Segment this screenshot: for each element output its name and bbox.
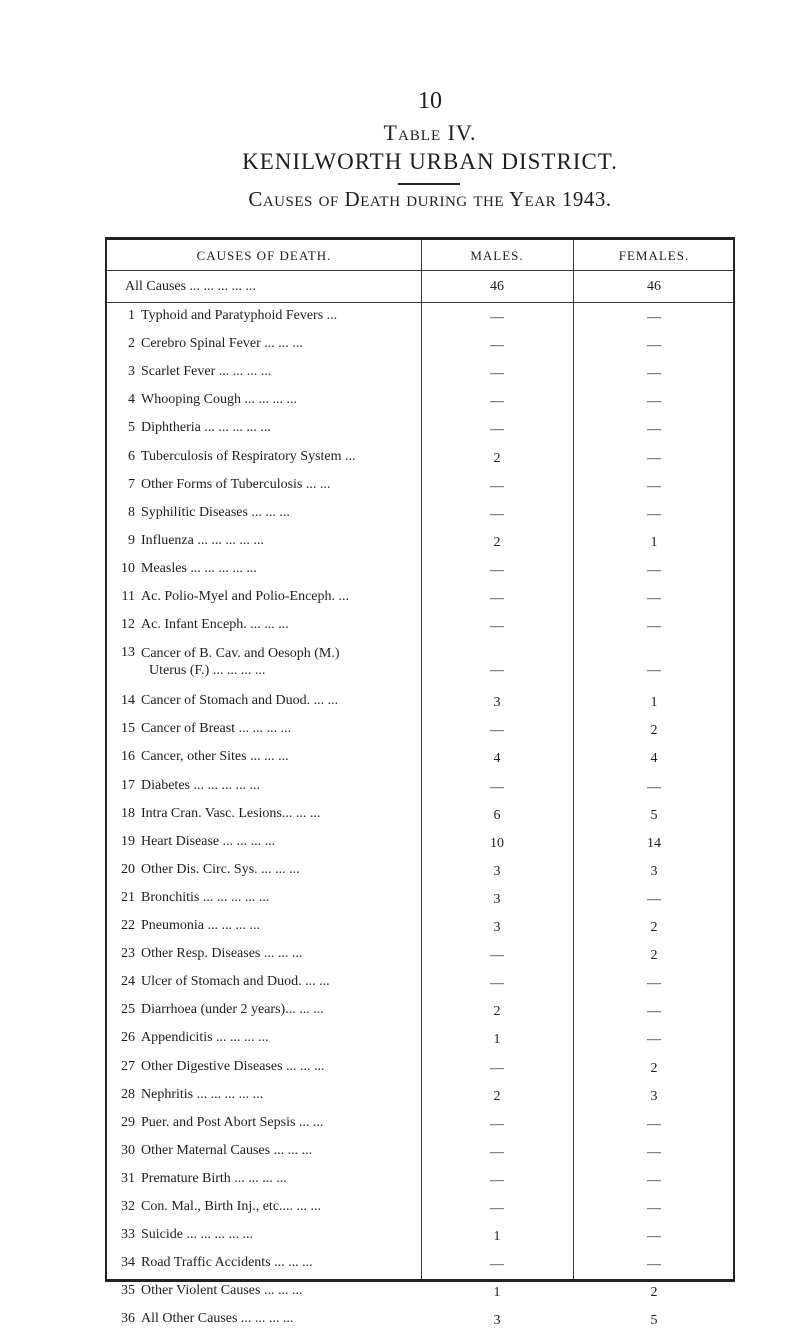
males-value: — (490, 1201, 504, 1216)
table-row (107, 527, 733, 557)
table-row (107, 743, 733, 773)
cause-label: Cancer of Stomach and Duod. ... ... (141, 693, 339, 709)
row-number: 35 (121, 1283, 135, 1299)
table-row (107, 800, 733, 830)
females-value: 2 (650, 1285, 658, 1301)
table-row (107, 639, 733, 687)
females-value: — (647, 1144, 661, 1160)
females-value: — (647, 366, 661, 382)
table-row (107, 358, 733, 388)
row-number: 3 (128, 364, 135, 380)
cause-label: Con. Mal., Birth Inj., etc.... ... ... (141, 1199, 322, 1214)
females-value: — (647, 1032, 661, 1048)
table-row (107, 772, 733, 802)
males-value: — (490, 723, 504, 739)
row-number: 28 (121, 1086, 135, 1102)
row-number: 29 (121, 1114, 135, 1130)
table-row (107, 555, 733, 585)
table-row (107, 912, 733, 942)
table-row (107, 687, 733, 717)
females-value: 14 (647, 835, 661, 851)
females-value: — (647, 1004, 661, 1020)
table-row (107, 1109, 733, 1139)
males-value: 2 (493, 1088, 501, 1104)
males-value: 2 (493, 450, 501, 466)
table-row (107, 1249, 733, 1279)
males-value: — (490, 338, 504, 354)
row-number: 19 (121, 833, 135, 849)
females-value: 1 (650, 695, 658, 711)
row-number: 16 (121, 749, 135, 765)
cause-label: Influenza ... ... ... ... ... (141, 532, 264, 548)
table-row (107, 1165, 733, 1195)
males-value: — (490, 1257, 504, 1273)
females-value: 2 (650, 948, 658, 964)
cause-label: Cerebro Spinal Fever ... ... ... (141, 336, 303, 352)
row-number: 22 (121, 918, 135, 933)
males-value: — (490, 310, 504, 325)
table-row (107, 1024, 733, 1054)
row-number: 4 (128, 392, 135, 408)
causes-of-death-table (105, 237, 735, 1329)
males-value: — (490, 562, 504, 578)
males-value: — (490, 394, 504, 410)
females-value: — (647, 891, 661, 907)
row-number: 15 (121, 721, 135, 737)
males-value: 3 (493, 920, 501, 935)
table-row (107, 499, 733, 529)
district-title: KENILWORTH URBAN DISTRICT. (242, 149, 618, 174)
females-value: 2 (650, 1060, 658, 1076)
row-number: 36 (121, 1311, 135, 1327)
row-number: 32 (121, 1199, 135, 1214)
table-row (107, 443, 733, 473)
females-value: — (647, 1172, 661, 1188)
header-causes: CAUSES OF DEATH. (196, 248, 332, 263)
row-number: 11 (121, 589, 135, 604)
males-value: 3 (493, 695, 501, 711)
table-row (107, 884, 733, 914)
row-number: 33 (121, 1227, 135, 1243)
males-value: — (490, 1060, 504, 1076)
cause-label: Road Traffic Accidents ... ... ... (141, 1255, 313, 1271)
females-value: — (647, 450, 661, 466)
cause-label: Suicide ... ... ... ... ... (141, 1227, 253, 1243)
row-number: 26 (121, 1030, 135, 1046)
row-number: 23 (121, 946, 135, 962)
row-number: 13 (121, 645, 135, 661)
table-row (107, 1193, 733, 1223)
males-value: — (490, 948, 504, 964)
table-row (107, 1137, 733, 1167)
row-number: 5 (128, 420, 135, 436)
females-value: — (647, 478, 661, 494)
females-value: — (647, 562, 661, 578)
row-number: 10 (121, 560, 135, 576)
row-number: 20 (121, 861, 135, 877)
males-value: — (490, 976, 504, 992)
cause-label: Cancer of Breast ... ... ... ... (141, 721, 292, 737)
cause-label: Ac. Infant Enceph. ... ... ... (141, 617, 289, 633)
cause-label: Cancer, other Sites ... ... ... (141, 749, 289, 765)
cause-label: Heart Disease ... ... ... ... (141, 833, 276, 849)
females-value: — (647, 1257, 661, 1273)
cause-label: Typhoid and Paratyphoid Fevers ... (141, 308, 338, 323)
males-value: 2 (493, 1004, 501, 1020)
table-row (107, 1081, 733, 1111)
males-value: — (490, 506, 504, 522)
females-value: — (647, 1229, 661, 1245)
table-title: Table IV. (383, 120, 477, 145)
females-value: 1 (650, 534, 658, 550)
males-value: — (490, 1172, 504, 1188)
males-value: — (490, 663, 504, 679)
all-causes-females: 46 (647, 279, 661, 294)
all-causes-label: All Causes ... ... ... ... ... (125, 279, 257, 294)
table-row (107, 1053, 733, 1083)
table-row (107, 414, 733, 444)
page-number: 10 (418, 88, 442, 114)
cause-label: Pneumonia ... ... ... ... (141, 918, 260, 933)
males-value: 1 (493, 1032, 501, 1048)
cause-label: Ulcer of Stomach and Duod. ... ... (141, 974, 330, 990)
cause-label: Syphilitic Diseases ... ... ... (141, 504, 290, 520)
table-row (107, 583, 733, 613)
cause-label: Whooping Cough ... ... ... ... (141, 392, 297, 408)
males-value: — (490, 422, 504, 438)
cause-label: Diarrhoea (under 2 years)... ... ... (141, 1002, 324, 1018)
cause-label: Premature Birth ... ... ... ... (141, 1170, 287, 1186)
males-value: — (490, 1144, 504, 1160)
cause-label: Other Digestive Diseases ... ... ... (141, 1058, 325, 1074)
females-value: 5 (650, 807, 658, 823)
table-row (107, 386, 733, 416)
females-value: — (647, 591, 661, 606)
females-value: — (647, 394, 661, 410)
row-number: 8 (128, 504, 135, 520)
table-row (107, 1221, 733, 1251)
table-row (107, 940, 733, 970)
males-value: 1 (493, 1285, 501, 1301)
females-value: — (647, 422, 661, 438)
row-number: 24 (121, 974, 135, 990)
females-value: 4 (650, 751, 658, 767)
cause-label: Ac. Polio-Myel and Polio-Enceph. ... (141, 589, 350, 604)
males-value: 10 (490, 835, 504, 851)
table-row (107, 828, 733, 858)
row-number: 7 (128, 476, 135, 492)
females-value: — (647, 506, 661, 522)
row-number: 25 (121, 1002, 135, 1018)
cause-label: Other Violent Causes ... ... ... (141, 1283, 303, 1299)
females-value: 2 (650, 920, 658, 935)
cause-label: Other Dis. Circ. Sys. ... ... ... (141, 861, 300, 877)
cause-label: Puer. and Post Abort Sepsis ... ... (141, 1114, 324, 1130)
cause-label: Intra Cran. Vasc. Lesions... ... ... (141, 805, 321, 821)
row-number: 17 (121, 777, 135, 793)
row-number: 9 (128, 532, 135, 548)
cause-label: Nephritis ... ... ... ... ... (141, 1086, 264, 1102)
males-value: 1 (493, 1229, 501, 1245)
males-value: 6 (493, 807, 501, 823)
table-row (107, 471, 733, 501)
row-number: 27 (121, 1058, 135, 1074)
males-value: — (490, 591, 504, 606)
cause-label: Scarlet Fever ... ... ... ... (141, 364, 272, 380)
males-value: — (490, 779, 504, 795)
cause-label: All Other Causes ... ... ... ... (141, 1311, 294, 1327)
row-number: 30 (121, 1142, 135, 1158)
males-value: 4 (493, 751, 501, 767)
table-row (107, 715, 733, 745)
males-value: — (490, 1116, 504, 1132)
cause-label: Appendicitis ... ... ... ... (141, 1030, 269, 1046)
females-value: — (647, 619, 661, 635)
females-value: — (647, 663, 661, 679)
table-row (107, 330, 733, 360)
males-value: 2 (493, 534, 501, 550)
cause-label-line1: Cancer of B. Cav. and Oesoph (M.) (141, 646, 340, 662)
cause-label: Tuberculosis of Respiratory System ... (141, 448, 356, 464)
females-value: — (647, 1116, 661, 1132)
females-value: — (647, 779, 661, 795)
table-row (107, 856, 733, 886)
row-number: 31 (121, 1170, 135, 1186)
cause-label (141, 645, 417, 679)
males-value: — (490, 366, 504, 382)
males-value: — (490, 478, 504, 494)
row-number: 1 (128, 308, 135, 323)
table-subtitle: Causes of Death during the Year 1943. (248, 187, 612, 211)
table-row (107, 302, 733, 332)
cause-label-line2: Uterus (F.) ... ... ... ... (149, 663, 266, 679)
cause-label: Measles ... ... ... ... ... (141, 560, 257, 576)
header-males: MALES. (470, 248, 524, 263)
males-value: 3 (493, 863, 501, 879)
row-number: 34 (121, 1255, 135, 1271)
table-row (107, 968, 733, 998)
males-value: 3 (493, 891, 501, 907)
table-row (107, 1277, 733, 1307)
males-value: 3 (493, 1313, 501, 1329)
row-number: 21 (121, 889, 135, 905)
females-value: — (647, 310, 661, 325)
males-value: — (490, 619, 504, 635)
females-value: 3 (650, 1088, 658, 1104)
all-causes-males: 46 (490, 279, 504, 294)
row-number: 2 (128, 336, 135, 352)
cause-label: Diabetes ... ... ... ... ... (141, 777, 260, 793)
cause-label: Other Resp. Diseases ... ... ... (141, 946, 303, 962)
females-value: — (647, 976, 661, 992)
females-value: — (647, 338, 661, 354)
row-number: 6 (128, 448, 135, 464)
females-value: — (647, 1201, 661, 1216)
row-number: 14 (121, 693, 135, 709)
table-row (107, 996, 733, 1026)
header-females: FEMALES. (618, 248, 690, 263)
females-value: 5 (650, 1313, 658, 1329)
row-number: 18 (121, 805, 135, 821)
cause-label: Other Forms of Tuberculosis ... ... (141, 476, 331, 492)
title-divider (398, 183, 460, 185)
table-row (107, 1305, 733, 1335)
cause-label: Other Maternal Causes ... ... ... (141, 1142, 313, 1158)
cause-label: Bronchitis ... ... ... ... ... (141, 889, 270, 905)
females-value: 3 (650, 863, 658, 879)
cause-label: Diphtheria ... ... ... ... ... (141, 420, 271, 436)
row-number: 12 (121, 617, 135, 633)
females-value: 2 (650, 723, 658, 739)
table-row (107, 611, 733, 641)
